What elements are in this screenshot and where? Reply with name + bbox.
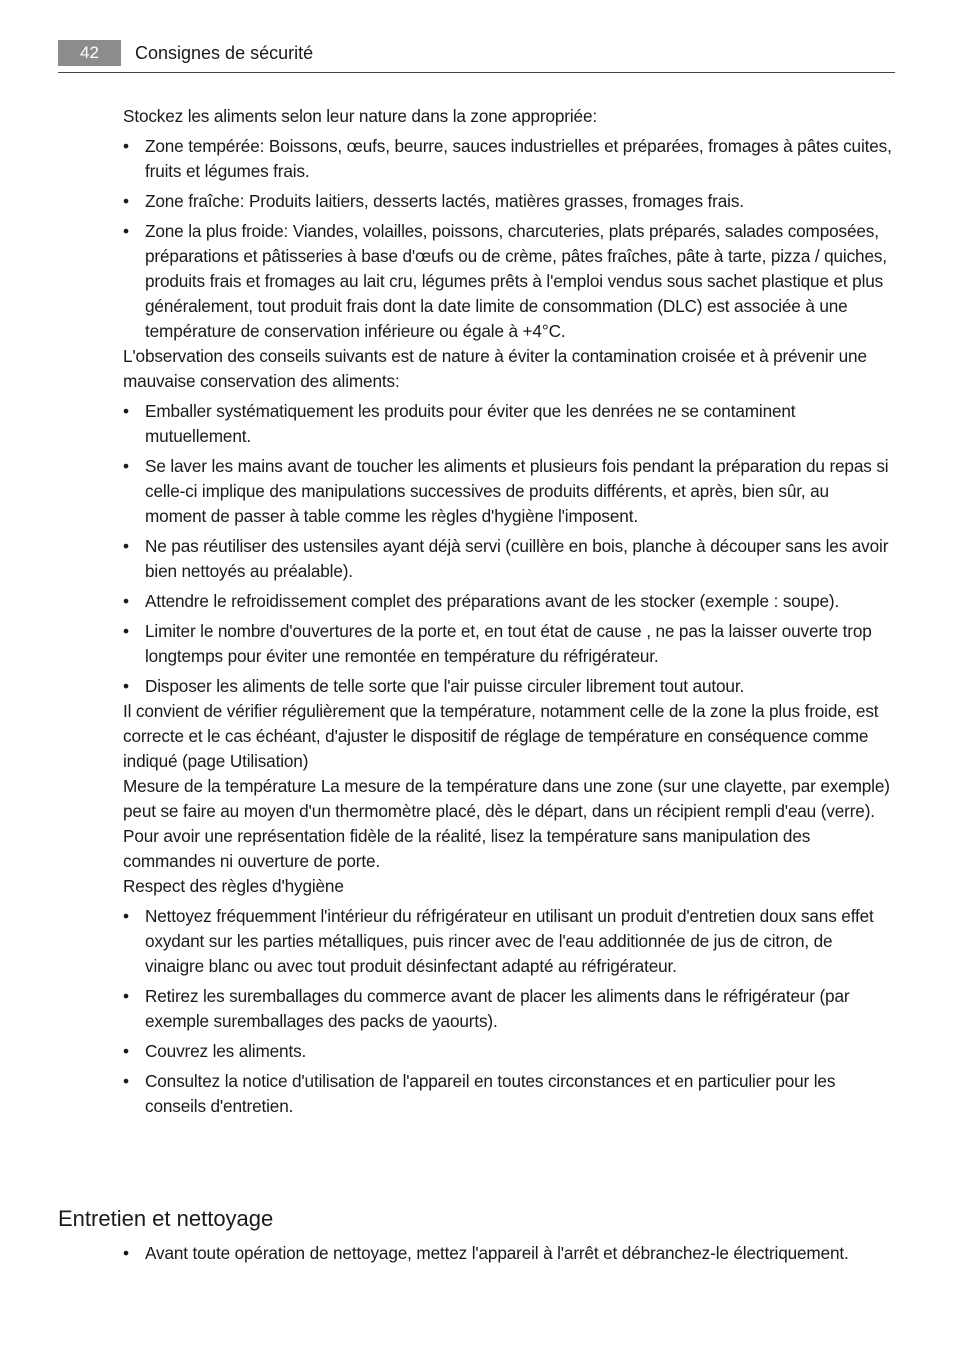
- section-body: [123, 1241, 893, 1266]
- header-title: Consignes de sécurité: [135, 43, 314, 63]
- zone-term: Zone la plus froide:: [145, 221, 289, 241]
- list-item: • Se laver les mains avant de toucher les aliments et plusieurs fois pendant la préparation du repas si celle-ci implique des manipulations successives de produits différents, et après, bien sûr, au moment de passer à table comme les règles d'hygiène l'imposent.: [123, 454, 893, 529]
- measure-paragraph: [123, 774, 893, 874]
- list-item: • Consultez la notice d'utilisation de l'appareil en toutes circonstances et en particulier pour les conseils d'entretien.: [123, 1069, 893, 1119]
- advice-list: [123, 399, 893, 699]
- list-item: • Emballer systématiquement les produits pour éviter que les denrées ne se contaminent mutuellement.: [123, 399, 893, 449]
- measure-term: Mesure de la température: [123, 776, 317, 796]
- list-item: • Ne pas réutiliser des ustensiles ayant déjà servi (cuillère en bois, planche à découper sans les avoir bien nettoyés au préalable).: [123, 534, 893, 584]
- intro-paragraph: Stockez les aliments selon leur nature dans la zone appropriée:: [123, 106, 597, 126]
- temperature-check-paragraph: Il convient de vérifier régulièrement que la température, notamment celle de la zone la plus froide, est correcte et le cas échéant, d'ajuster le dispositif de réglage de température en conséquence comme indiqué (page Utilisation): [123, 701, 879, 771]
- list-item: • Limiter le nombre d'ouvertures de la porte et, en tout état de cause , ne pas la laisser ouverte trop longtemps pour éviter une remontée en température du réfrigérateur.: [123, 619, 893, 669]
- zone-text: Viandes, volailles, poissons, charcuteries, plats préparés, salades composées, préparations et pâtisseries à base d'œufs ou de crème, pâtes fraîches, pâte à tarte, pizza / quiches, produits frais et fromages au lait cru, légumes prêts à l'emploi vendus sous sachet plastique et plus généralement, tout produit frais dont la date limite de consommation (DLC) est associée à une température de conservation inférieure ou égale à +4°C.: [145, 221, 887, 341]
- list-item: • Disposer les aliments de telle sorte que l'air puisse circuler librement tout autour.: [123, 674, 893, 699]
- hygiene-list: [123, 904, 893, 1119]
- hygiene-title: Respect des règles d'hygiène: [123, 876, 344, 896]
- page-header: [58, 39, 895, 73]
- list-item: [123, 219, 893, 344]
- list-item: • Nettoyez fréquemment l'intérieur du réfrigérateur en utilisant un produit d'entretien doux sans effet oxydant sur les parties métalliques, puis rincer avec de l'eau additionnée de jus de citron, de vinaigre blanc ou avec tout produit désinfectant adapté au réfrigérateur.: [123, 904, 893, 979]
- list-item: [123, 189, 893, 214]
- list-item: • Attendre le refroidissement complet des préparations avant de les stocker (exemple : soupe).: [123, 589, 893, 614]
- zone-text: Boissons, œufs, beurre, sauces industrielles et préparées, fromages à pâtes cuites, fruits et légumes frais.: [145, 136, 892, 181]
- zones-list: [123, 134, 893, 344]
- zone-term: Zone tempérée:: [145, 136, 265, 156]
- cleaning-list: [123, 1241, 893, 1266]
- list-item: • Avant toute opération de nettoyage, mettez l'appareil à l'arrêt et débranchez-le électriquement.: [123, 1241, 893, 1266]
- list-item: • Retirez les suremballages du commerce avant de placer les aliments dans le réfrigérateur (par exemple suremballages des packs de yaourts).: [123, 984, 893, 1034]
- page-number: 42: [58, 40, 121, 66]
- zone-text: Produits laitiers, desserts lactés, matières grasses, fromages frais.: [244, 191, 744, 211]
- list-item: • Couvrez les aliments.: [123, 1039, 893, 1064]
- zone-term: Zone fraîche:: [145, 191, 245, 211]
- measure-text: La mesure de la température dans une zone (sur une clayette, par exemple) peut se faire au moyen d'un thermomètre placé, dès le départ, dans un récipient rempli d'eau (verre). Pour avoir une représentation fidèle de la réalité, lisez la température sans manipulation des commandes ni ouverture de porte.: [123, 776, 890, 871]
- main-content: [123, 104, 893, 1119]
- advice-intro-paragraph: L'observation des conseils suivants est de nature à éviter la contamination croisée et à prévenir une mauvaise conservation des aliments:: [123, 346, 867, 391]
- list-item: [123, 134, 893, 184]
- section-heading: Entretien et nettoyage: [58, 1206, 274, 1231]
